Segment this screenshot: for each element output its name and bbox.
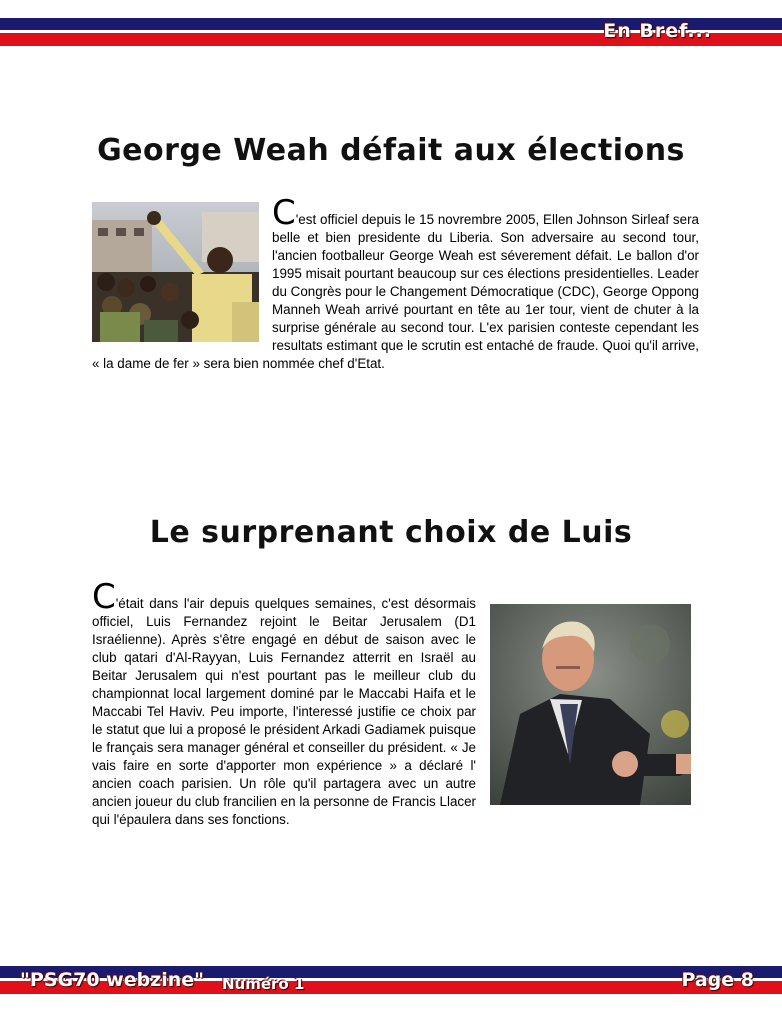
dropcap: C [92, 577, 116, 617]
weah-photo [92, 202, 259, 342]
issue-number: Numéro 1 [222, 975, 305, 993]
article-title-weah: George Weah défait aux élections [97, 133, 685, 168]
article-luis [92, 577, 699, 829]
dropcap: C [272, 193, 296, 233]
article-title-luis: Le surprenant choix de Luis [149, 515, 633, 550]
article-body: 'était dans l'air depuis quelques semaines, c'est désormais officiel, Luis Fernandez rejoint le Beitar Jerusalem (D1 Israélienne). Après s'être engagé en début de saison avec le club qatari d'Al-Rayyan, Luis Fernandez atterrit en Israël au Beitar Jerusalem qui n'est pourtant pas le meilleur club du championnat local largement dominé par le Maccabi Haifa et le Maccabi Tel Haviv. Peu importe, l'interessé justifie ce choix par le statut que lui a proposé le président Arkadi Gadiamek puisque le français sera manager général et conseiller du président. « Je vais faire en sorte d'apporter mon expérience » a déclaré l' ancien coach parisien. Un rôle qu'il partagera avec un autre ancien joueur du club francilien en la personne de Francis Llacer qui l'épaulera dans ses fonctions. [92, 596, 476, 827]
fernandez-photo [490, 604, 691, 805]
article-weah [92, 193, 699, 373]
section-label: En Bref... [603, 20, 712, 42]
page-number: Page 8 [681, 969, 754, 991]
article-body: 'est officiel depuis le 15 novrembre 2005, Ellen Johnson Sirleaf sera belle et bien presidente du Liberia. Son adversaire au second tour, l'ancien footballeur George Weah est séverement défait. Le ballon d'or 1995 misait pourtant beaucoup sur ces élections presidentielles. Leader du Congrès pour le Changement Démocratique (CDC), George Oppong Manneh Weah arrivé pourtant en tête au 1er tour, vient de chuter à la surprise générale au second tour. L'ex parisien conteste cependant les resultats estimant que le scrutin est entaché de fraude. Quoi qu'il arrive, « la dame de fer » sera bien nommée chef d'Etat. [92, 212, 699, 371]
webzine-name: "PSG70 webzine" [20, 969, 205, 991]
